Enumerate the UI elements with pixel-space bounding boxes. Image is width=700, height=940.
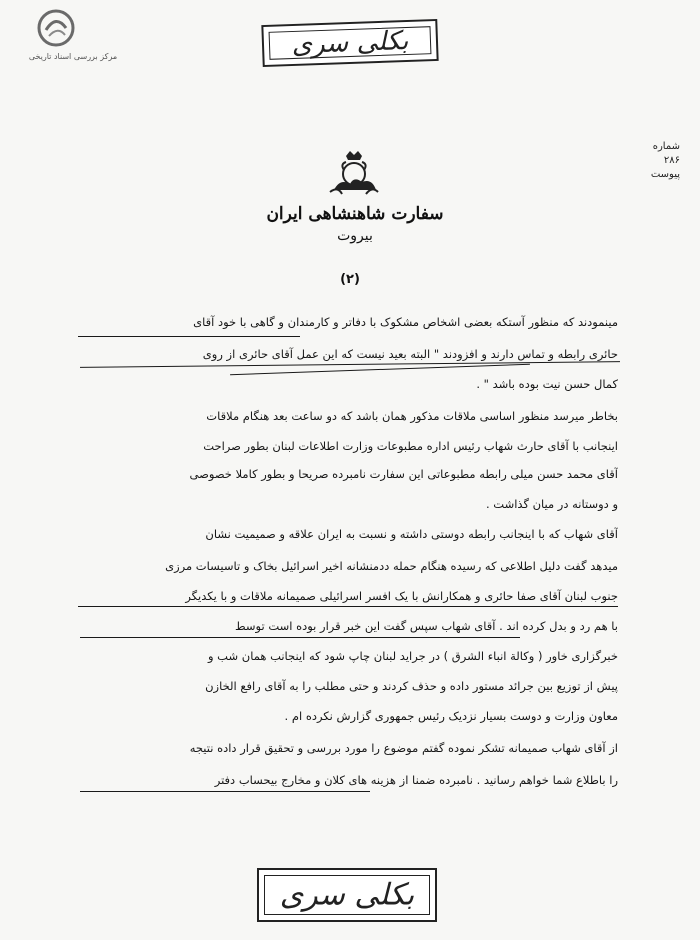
body-line: بخاطر میرسد منظور اساسی ملاقات مذکور همان باشد که دو ساعت بعد هنگام ملاقات xyxy=(206,409,618,423)
classification-stamp-bottom-text: بکلی سری xyxy=(279,877,415,913)
body-line: پیش از توزیع بین جرائد مستور داده و حذف کردند و حتی مطلب را به آقای رافع الخازن xyxy=(205,679,618,693)
body-line: معاون وزارت و دوست بسیار نزدیک رئیس جمهوری گزارش نکرده ام . xyxy=(284,709,618,723)
archive-emblem-icon xyxy=(36,8,76,48)
page-number: (۲) xyxy=(340,272,360,287)
embassy-title: سفارت شاهنشاهی ایران xyxy=(266,204,444,224)
underline-mark xyxy=(78,606,618,607)
body-line: حائری رابطه و تماس دارند و افزودند " البته بعید نیست که این عمل آقای حائری از روی xyxy=(202,347,618,361)
classification-stamp-top xyxy=(261,19,438,67)
margin-note-line: ۲۸۶ xyxy=(663,155,680,166)
archive-logo-text: مرکز بررسی اسناد تاریخی xyxy=(28,52,118,61)
archive-logo xyxy=(18,8,118,68)
margin-note-line: پیوست xyxy=(650,169,680,180)
margin-note-line: شماره xyxy=(652,141,680,152)
underline-mark xyxy=(78,336,300,337)
classification-stamp-top-text: بکلی سری xyxy=(291,25,409,61)
underline-mark xyxy=(80,637,520,638)
body-line: و دوستانه در میان گذاشت . xyxy=(485,497,618,511)
embassy-city: بیروت xyxy=(337,228,373,244)
body-line: خبرگزاری خاور ( وکالة انباء الشرق ) در جراید لبنان چاپ شود که اینجانب همان شب و xyxy=(207,649,618,663)
body-line: اینجانب با آقای حارث شهاب رئیس اداره مطبوعات وزارت اطلاعات لبنان بطور صراحت xyxy=(203,439,618,453)
margin-reference-note xyxy=(640,140,680,182)
body-line: آقای محمد حسن میلی رابطه مطبوعاتی این سفارت نامبرده صریحا و بطور کاملا خصوصی xyxy=(189,467,618,481)
lion-and-sun-emblem-icon xyxy=(322,150,386,200)
body-line: مینمودند که منظور آستکه بعضی اشخاص مشکوک با دفاتر و کارمندان و گاهی با خود آقای xyxy=(193,315,618,329)
body-line: از آقای شهاب صمیمانه تشکر نموده گفتم موضوع را مورد بررسی و تحقیق قرار داده نتیجه xyxy=(189,741,618,755)
body-line: جنوب لبنان آقای صفا حائری و همکارانش با یک افسر اسرائیلی صمیمانه ملاقات و با یکدیگر xyxy=(185,589,618,603)
body-line: میدهد گفت دلیل اطلاعی که رسیده هنگام حمله ددمنشانه اخیر اسرائیل بخاک و تاسیسات مرزی xyxy=(165,559,618,573)
classification-stamp-bottom xyxy=(257,868,437,922)
body-line: با هم رد و بدل کرده اند . آقای شهاب سپس گفت این خبر قرار بوده است توسط xyxy=(234,619,618,633)
underline-mark xyxy=(80,361,620,368)
body-line: کمال حسن نیت بوده باشد " . xyxy=(476,377,618,391)
body-line: آقای شهاب که با اینجانب رابطه دوستی داشته و نسبت به ایران علاقه و صمیمیت نشان xyxy=(205,527,618,541)
body-line: را باطلاع شما خواهم رسانید . نامبرده ضمنا از هزینه های کلان و مخارج بیحساب دفتر xyxy=(214,773,618,787)
underline-mark xyxy=(80,791,370,792)
